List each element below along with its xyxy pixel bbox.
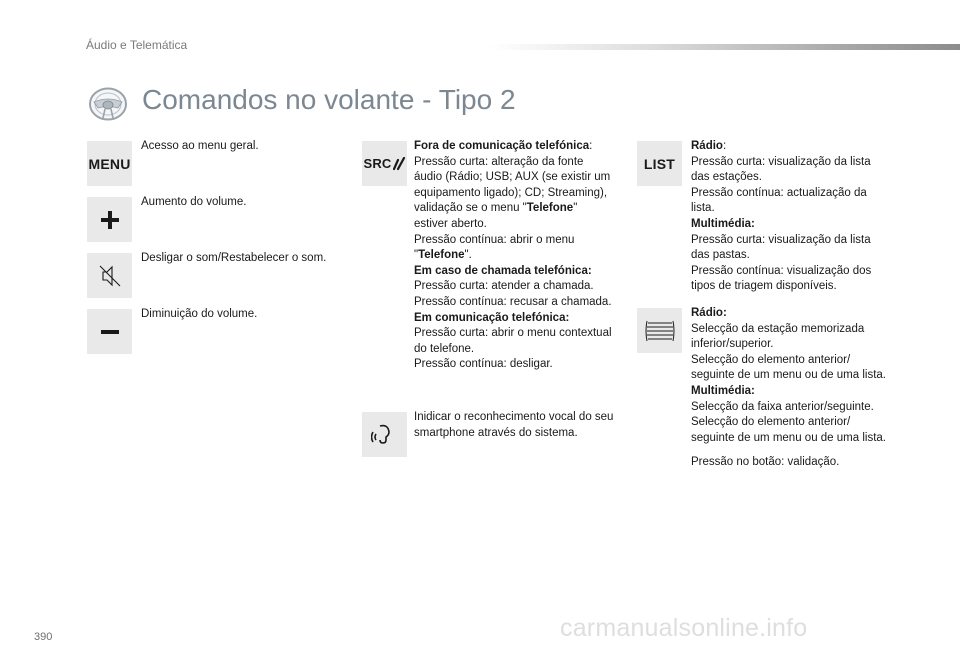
src-button-icon — [362, 141, 407, 186]
volume-up-description: Aumento do volume. — [141, 196, 247, 208]
header-bar — [490, 44, 960, 50]
page-title: Comandos no volante - Tipo 2 — [142, 84, 516, 115]
menu-button-icon — [87, 141, 132, 186]
volume-down-button-icon — [87, 309, 132, 354]
steering-wheel-icon — [88, 86, 128, 122]
thumbwheel-button-icon — [637, 308, 682, 353]
page-number: 390 — [34, 631, 53, 643]
thumbwheel-description: Rádio: Selecção da estação memorizada inferior/superior. Selecção do elemento anterior/ seguinte de um menu ou de uma lista. Multimédia: Selecção da faixa anterior/seguinte. Selecção do elemento anterior/ seguinte de um menu ou de uma lista. Pressão no botão: validação. — [691, 307, 886, 469]
mute-button-icon — [87, 253, 132, 298]
volume-down-description: Diminuição do volume. — [141, 308, 258, 320]
mute-description: Desligar o som/Restabelecer o som. — [141, 252, 327, 264]
voice-recognition-icon — [371, 421, 399, 449]
plus-icon — [100, 210, 120, 230]
src-button-label: SRC — [363, 156, 392, 171]
menu-description: Acesso ao menu geral. — [141, 140, 259, 152]
minus-icon — [100, 322, 120, 342]
voice-description: Inidicar o reconhecimento vocal do seu smartphone através do sistema. — [414, 411, 614, 439]
section-title: Áudio e Telemática — [86, 38, 188, 52]
list-button-icon — [637, 141, 682, 186]
mute-speaker-icon — [97, 263, 123, 289]
list-button-label: LIST — [643, 155, 676, 172]
list-description: Rádio: Pressão curta: visualização da lista das estações. Pressão contínua: actualização da lista. Multimédia: Pressão curta: visualização da lista das pastas. Pressão contínua: visualização dos tipos de triagem disponíveis. — [691, 140, 872, 293]
watermark: carmanualsonline.info — [560, 614, 808, 642]
volume-up-button-icon — [87, 197, 132, 242]
src-description: Fora de comunicação telefónica: Pressão curta: alteração da fonte áudio (Rádio; USB; AUX (se existir um equipamento ligado); CD; Streaming), validação se o menu "Telefone" estiver aberto. Pressão contínua: abrir o menu "Telefone". Em caso de chamada telefónica: Pressão curta: atender a chamada. Pressão contínua: recusar a chamada. Em comunicação telefónica: Pressão curta: abrir o menu contextual do telefone. Pressão contínua: desligar. — [414, 140, 612, 371]
thumbwheel-icon — [645, 319, 675, 343]
menu-button-label: MENU — [88, 155, 131, 172]
voice-button-icon — [362, 412, 407, 457]
phone-icon — [393, 157, 406, 171]
